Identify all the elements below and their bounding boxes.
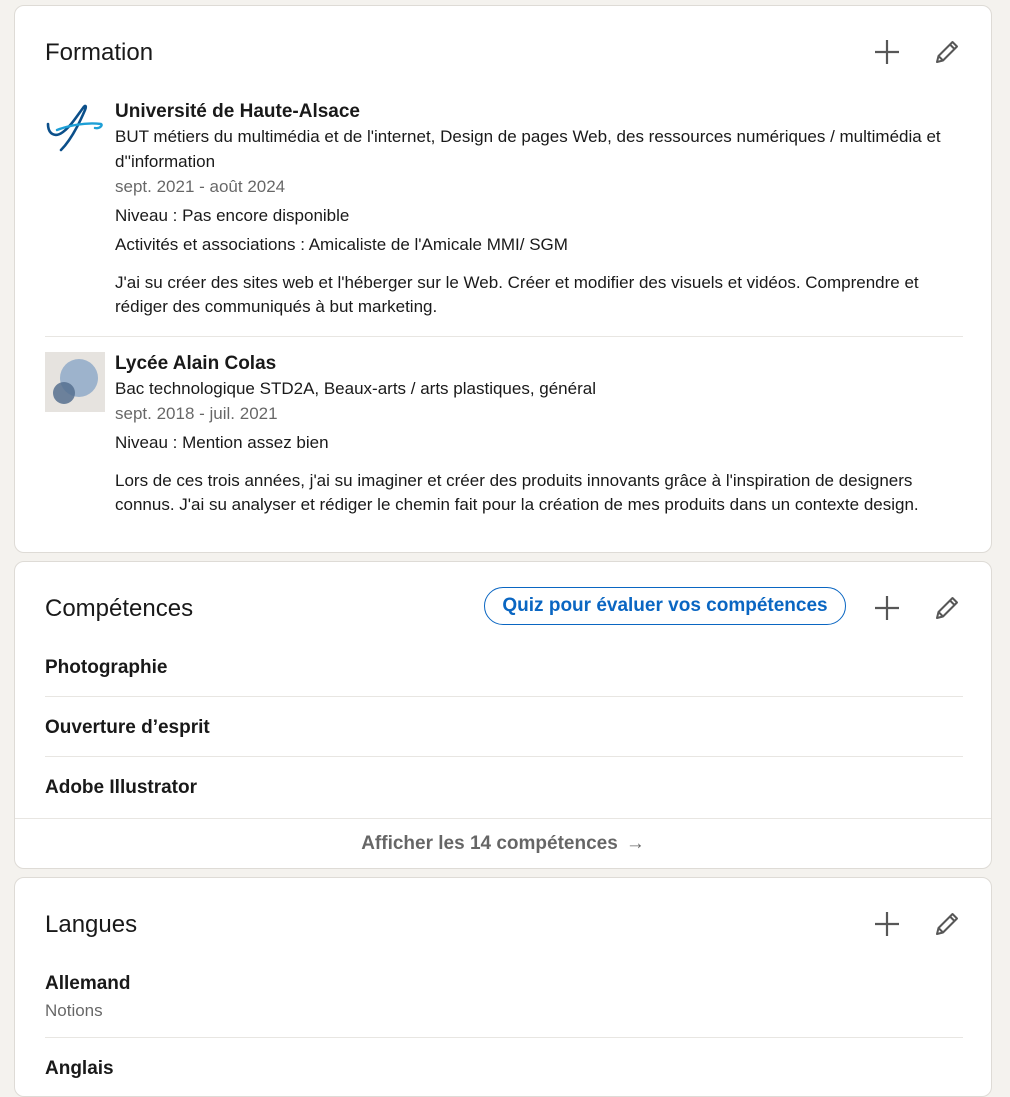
pencil-icon [933,38,961,66]
uha-logo-icon [45,100,105,160]
school-logo[interactable] [45,100,105,160]
degree: BUT métiers du multimédia et de l'internet, Design de pages Web, des ressources numériques / multimédia et d''information [115,127,941,171]
edit-languages-button[interactable] [927,904,967,944]
edit-education-button[interactable] [927,32,967,72]
skill-divider [45,756,963,757]
education-description: J'ai su créer des sites web et l'héberger sur le Web. Créer et modifier des visuels et vidéos. Comprendre et rédiger des communiqués à but marketing. [115,273,919,316]
skill-item[interactable]: Adobe Illustrator [45,777,198,798]
language-name: Allemand [45,973,131,994]
language-level: Notions [45,1001,103,1020]
degree: Bac technologique STD2A, Beaux-arts / arts plastiques, général [115,379,596,398]
languages-section [14,877,992,1097]
show-all-skills-label: Afficher les 14 compétences [361,833,618,854]
arrow-right-icon: → [625,833,645,854]
education-description: Lors de ces trois années, j'ai su imaginer et créer des produits innovants grâce à l'inspiration de designers connus. J'ai su analyser et rédiger le chemin fait pour la création de mes produits dans un contexte design. [115,471,919,514]
skills-section [14,561,992,869]
education-grade: Niveau : Mention assez bien [115,433,329,452]
skill-divider [45,696,963,697]
edit-skills-button[interactable] [927,588,967,628]
education-grade: Niveau : Pas encore disponible [115,206,350,225]
skill-item[interactable]: Ouverture d’esprit [45,717,210,738]
pencil-icon [933,594,961,622]
add-language-button[interactable] [867,904,907,944]
education-divider [45,336,963,337]
language-name: Anglais [45,1058,114,1079]
school-name[interactable]: Université de Haute-Alsace [115,101,360,122]
education-details [115,100,963,319]
education-section [14,5,992,553]
plus-icon [874,911,900,937]
show-all-skills-button[interactable] [15,818,991,869]
education-item [45,100,963,326]
skills-title: Compétences [45,595,194,622]
education-dates: sept. 2018 - juil. 2021 [115,404,278,423]
education-item [45,352,963,532]
plus-icon [874,39,900,65]
education-activities: Activités et associations : Amicaliste de l'Amicale MMI/ SGM [115,235,568,254]
education-dates: sept. 2021 - août 2024 [115,177,286,196]
languages-title: Langues [45,911,138,938]
school-logo[interactable] [45,352,105,412]
skill-item[interactable]: Photographie [45,657,168,678]
skills-quiz-button[interactable]: Quiz pour évaluer vos compétences [484,587,846,625]
education-title: Formation [45,39,154,66]
add-education-button[interactable] [867,32,907,72]
plus-icon [874,595,900,621]
pencil-icon [933,910,961,938]
education-details [115,352,963,517]
add-skill-button[interactable] [867,588,907,628]
school-placeholder-icon [45,352,105,412]
language-divider [45,1037,963,1038]
school-name[interactable]: Lycée Alain Colas [115,353,277,374]
